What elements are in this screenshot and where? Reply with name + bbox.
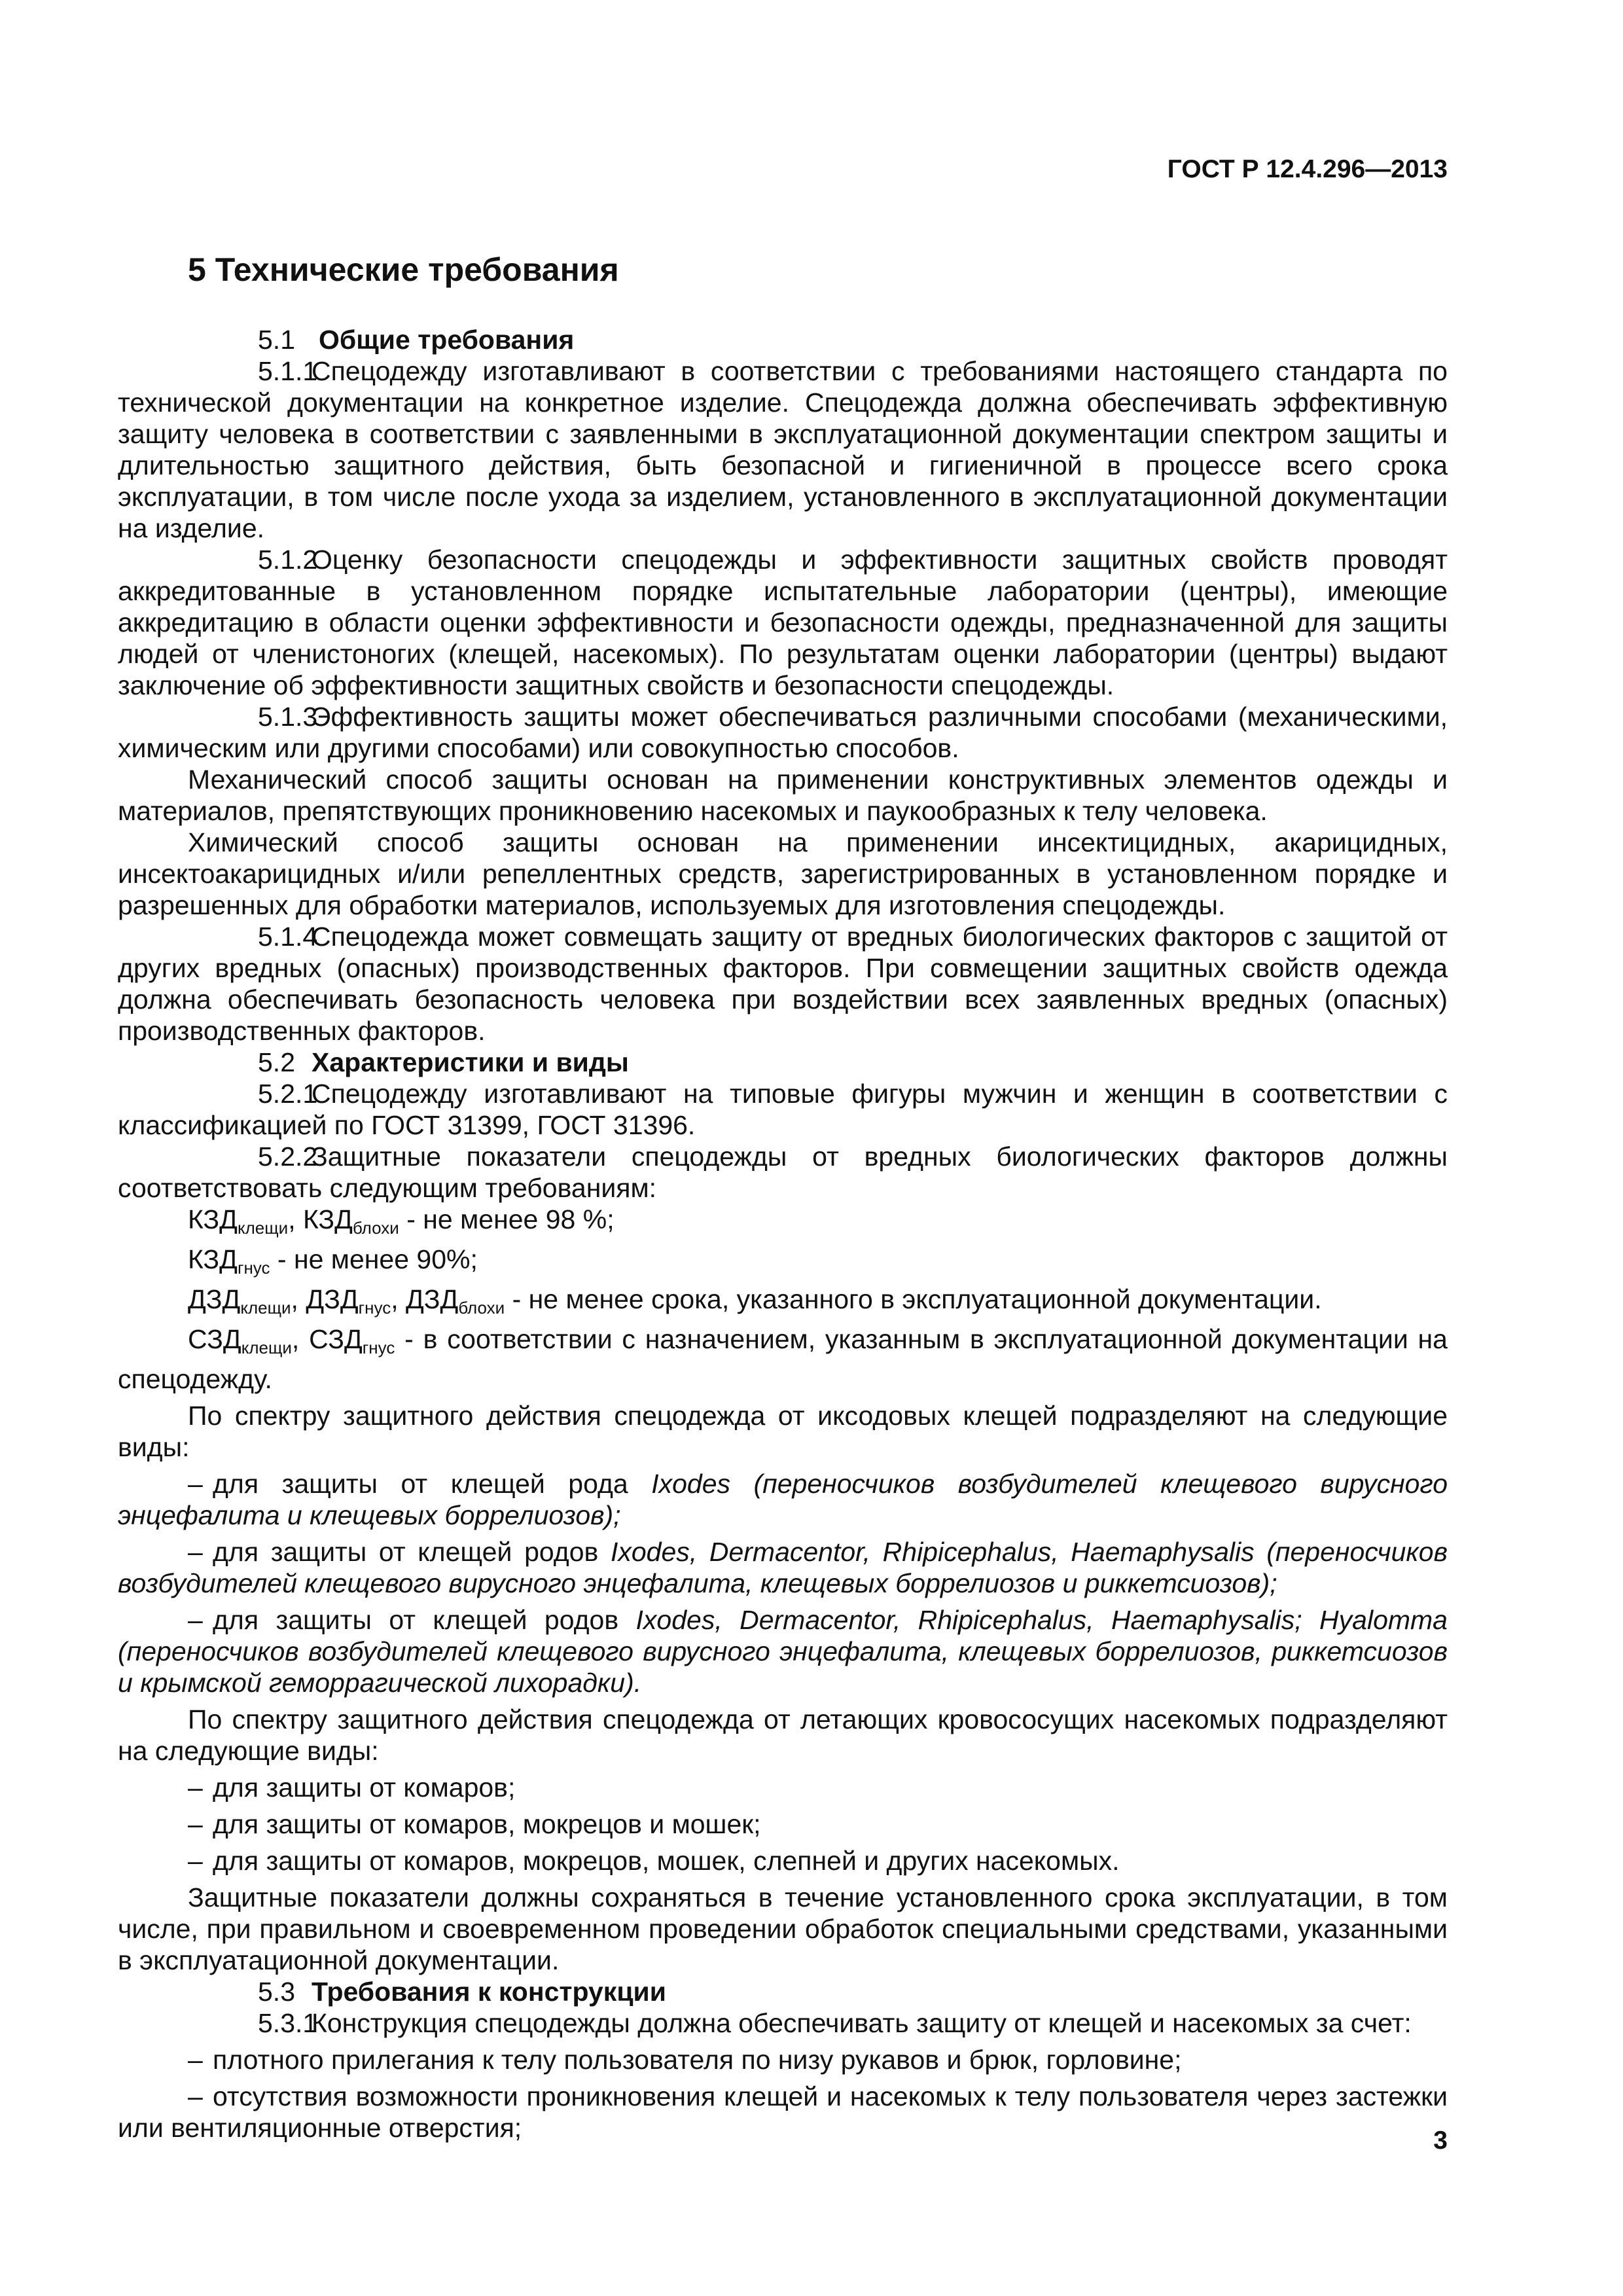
list-dash: –	[188, 2045, 203, 2075]
clause-5-3-1	[118, 2007, 1448, 2039]
list-dash: –	[188, 2081, 203, 2111]
list-item-text: для защиты от клещей рода	[213, 1469, 652, 1499]
requirement-dzd	[188, 1283, 1448, 1323]
clause-5-1-4	[118, 921, 1448, 1047]
subsection-heading-5-1	[118, 324, 1448, 355]
index-subscript: клещи	[237, 1218, 289, 1238]
requirement-text: - не менее срока, указанного в эксплуатационной документации.	[505, 1284, 1322, 1314]
clause-text: Защитные показатели спецодежды от вредных биологических факторов должны соответствовать следующим требованиям:	[118, 1141, 1448, 1203]
clause-number: 5.3	[258, 1977, 295, 2007]
index-symbol: ДЗД	[188, 1284, 241, 1314]
list-dash: –	[188, 1605, 203, 1635]
list-item-ticks-3	[118, 1604, 1448, 1698]
clause-5-2-1	[118, 1078, 1448, 1141]
clause-5-1-3	[118, 701, 1448, 764]
requirement-text: - не менее 90%;	[270, 1244, 478, 1274]
paragraph-protection-duration: Защитные показатели должны сохраняться в течение установленного срока эксплуатации, в том числе, при правильном и своевременном проведении обработок специальными средствами, указанными в эксплуатационной документации.	[118, 1882, 1448, 1975]
separator: ,	[291, 1324, 310, 1354]
index-symbol: ДЗД	[306, 1284, 359, 1314]
clause-5-2-2	[118, 1141, 1448, 1204]
clause-5-1-1	[118, 355, 1448, 544]
document-page	[118, 0, 1448, 2296]
requirement-szd	[118, 1323, 1448, 1395]
index-subscript: клещи	[241, 1338, 292, 1357]
list-dash: –	[188, 1772, 203, 1803]
list-item-ticks-1	[118, 1468, 1448, 1531]
clause-number: 5.1.2	[258, 545, 318, 575]
list-item-text: для защиты от комаров, мокрецов, мошек, слепней и других насекомых.	[213, 1846, 1120, 1876]
index-subscript: гнус	[358, 1298, 391, 1318]
page-number: 3	[1433, 2126, 1448, 2155]
subsection-heading-5-2	[118, 1047, 1448, 1078]
list-item-construct-2	[118, 2081, 1448, 2144]
list-item-construct-1	[118, 2044, 1448, 2075]
separator: ,	[391, 1284, 406, 1314]
body-text	[118, 324, 1448, 2144]
requirement-kzd-ticks-fleas	[188, 1204, 1448, 1244]
list-item-italic: Ixodes, Dermacentor, Rhipicephalus, Haemaphysalis (переносчиков возбудителей клещевого вирусного энцефалита, клещевых боррелиозов и риккетсиозов);	[118, 1537, 1448, 1598]
clause-number: 5.1.3	[258, 702, 318, 732]
index-symbol: КЗД	[302, 1204, 353, 1234]
clause-number: 5.2	[258, 1047, 295, 1077]
separator: ,	[288, 1204, 303, 1234]
list-item-insects-3	[118, 1845, 1448, 1876]
paragraph-mechanical: Механический способ защиты основан на применении конструктивных элементов одежды и материалов, препятствующих проникновению насекомых и паукообразных к телу человека.	[118, 764, 1448, 826]
index-symbol: СЗД	[309, 1324, 363, 1354]
paragraph-ticks-intro: По спектру защитного действия спецодежда от иксодовых клещей подразделяют на следующие виды:	[118, 1401, 1448, 1462]
list-dash: –	[188, 1809, 203, 1839]
requirement-text: - в соответствии с назначением, указанным в эксплуатационной документации на спецодежду.	[118, 1324, 1448, 1394]
subsection-title: Характеристики и виды	[312, 1047, 629, 1077]
clause-text: Спецодежду изготавливают на типовые фигуры мужчин и женщин в соответствии с классификацией по ГОСТ 31399, ГОСТ 31396.	[118, 1079, 1448, 1140]
requirement-text: - не менее 98 %;	[399, 1204, 615, 1234]
list-item-text: для защиты от клещей родов	[213, 1537, 611, 1567]
list-dash: –	[188, 1537, 203, 1567]
index-subscript: блохи	[458, 1298, 505, 1318]
clause-number: 5.1.1	[258, 356, 318, 386]
list-dash: –	[188, 1469, 203, 1499]
list-item-insects-2	[118, 1808, 1448, 1840]
clause-number: 5.1.4	[258, 922, 318, 952]
list-item-text: для защиты от клещей родов	[213, 1605, 636, 1635]
subsection-title: Общие требования	[319, 325, 575, 355]
index-symbol: СЗД	[188, 1324, 241, 1354]
list-item-ticks-2	[118, 1536, 1448, 1599]
clause-number: 5.3.1	[258, 2008, 318, 2038]
clause-number: 5.1	[258, 325, 295, 355]
paragraph-insects-intro: По спектру защитного действия спецодежда от летающих кровососущих насекомых подразделяют на следующие виды:	[118, 1704, 1448, 1766]
list-item-text: отсутствия возможности проникновения клещей и насекомых к телу пользователя через застежки или вентиляционные отверстия;	[118, 2081, 1448, 2143]
clause-text: Конструкция спецодежды должна обеспечивать защиту от клещей и насекомых за счет:	[312, 2008, 1412, 2038]
clause-text: Спецодежда может совмещать защиту от вредных биологических факторов с защитой от других вредных (опасных) производственных факторов. При совмещении защитных свойств одежда должна обеспечивать безопасность человека при воздействии всех заявленных вредных (опасных) производственных факторов.	[118, 922, 1448, 1046]
clause-text: Спецодежду изготавливают в соответствии с требованиями настоящего стандарта по технической документации на конкретное изделие. Спецодежда должна обеспечивать эффективную защиту человека в соответствии с заявленными в эксплуатационной документации спектром защиты и длительностью защитного действия, быть безопасной и гигиеничной в процессе всего срока эксплуатации, в том числе после ухода за изделием, установленного в эксплуатационной документации на изделие.	[118, 356, 1448, 543]
requirement-kzd-gnus	[188, 1244, 1448, 1283]
clause-text: Эффективность защиты может обеспечиваться различными способами (механическими, химическим или другими способами) или совокупностью способов.	[118, 702, 1448, 763]
section-title: 5 Технические требования	[188, 251, 619, 288]
index-subscript: клещи	[240, 1298, 291, 1318]
subsection-title: Требования к конструкции	[312, 1977, 666, 2007]
list-item-text: плотного прилегания к телу пользователя по низу рукавов и брюк, горловине;	[213, 2045, 1182, 2075]
clause-5-1-2	[118, 544, 1448, 701]
index-symbol: КЗД	[188, 1244, 238, 1274]
standard-header: ГОСТ Р 12.4.296—2013	[1167, 155, 1448, 183]
index-subscript: гнус	[362, 1338, 395, 1357]
index-subscript: блохи	[352, 1218, 399, 1238]
index-symbol: КЗД	[188, 1204, 238, 1234]
list-item-text: для защиты от комаров;	[213, 1772, 516, 1803]
list-item-insects-1	[118, 1772, 1448, 1803]
index-symbol: ДЗД	[406, 1284, 459, 1314]
clause-number: 5.2.1	[258, 1079, 318, 1109]
index-subscript: гнус	[237, 1258, 270, 1278]
paragraph-chemical: Химический способ защиты основан на применении инсектицидных, акарицидных, инсектоакарицидных и/или репеллентных средств, зарегистрированных в установленном порядке и разрешенных для обработки материалов, используемых для изготовления спецодежды.	[118, 827, 1448, 920]
list-item-italic: Ixodes, Dermacentor, Rhipicephalus, Haemaphysalis; Hyalomma (переносчиков возбудителей клещевого вирусного энцефалита, клещевых боррелиозов, риккетсиозов и крымской геморрагической лихорадки).	[118, 1605, 1448, 1698]
clause-text: Оценку безопасности спецодежды и эффективности защитных свойств проводят аккредитованные в установленном порядке испытательные лаборатории (центры), имеющие аккредитацию в области оценки эффективности и безопасности одежды, предназначенной для защиты людей от членистоногих (клещей, насекомых). По результатам оценки лаборатории (центры) выдают заключение об эффективности защитных свойств и безопасности спецодежды.	[118, 545, 1448, 700]
separator: ,	[291, 1284, 306, 1314]
subsection-heading-5-3	[118, 1976, 1448, 2007]
clause-number: 5.2.2	[258, 1141, 318, 1172]
list-item-italic: Ixodes (переносчиков возбудителей клещевого вирусного энцефалита и клещевых боррелиозов);	[118, 1469, 1448, 1530]
list-dash: –	[188, 1846, 203, 1876]
list-item-text: для защиты от комаров, мокрецов и мошек;	[213, 1809, 761, 1839]
